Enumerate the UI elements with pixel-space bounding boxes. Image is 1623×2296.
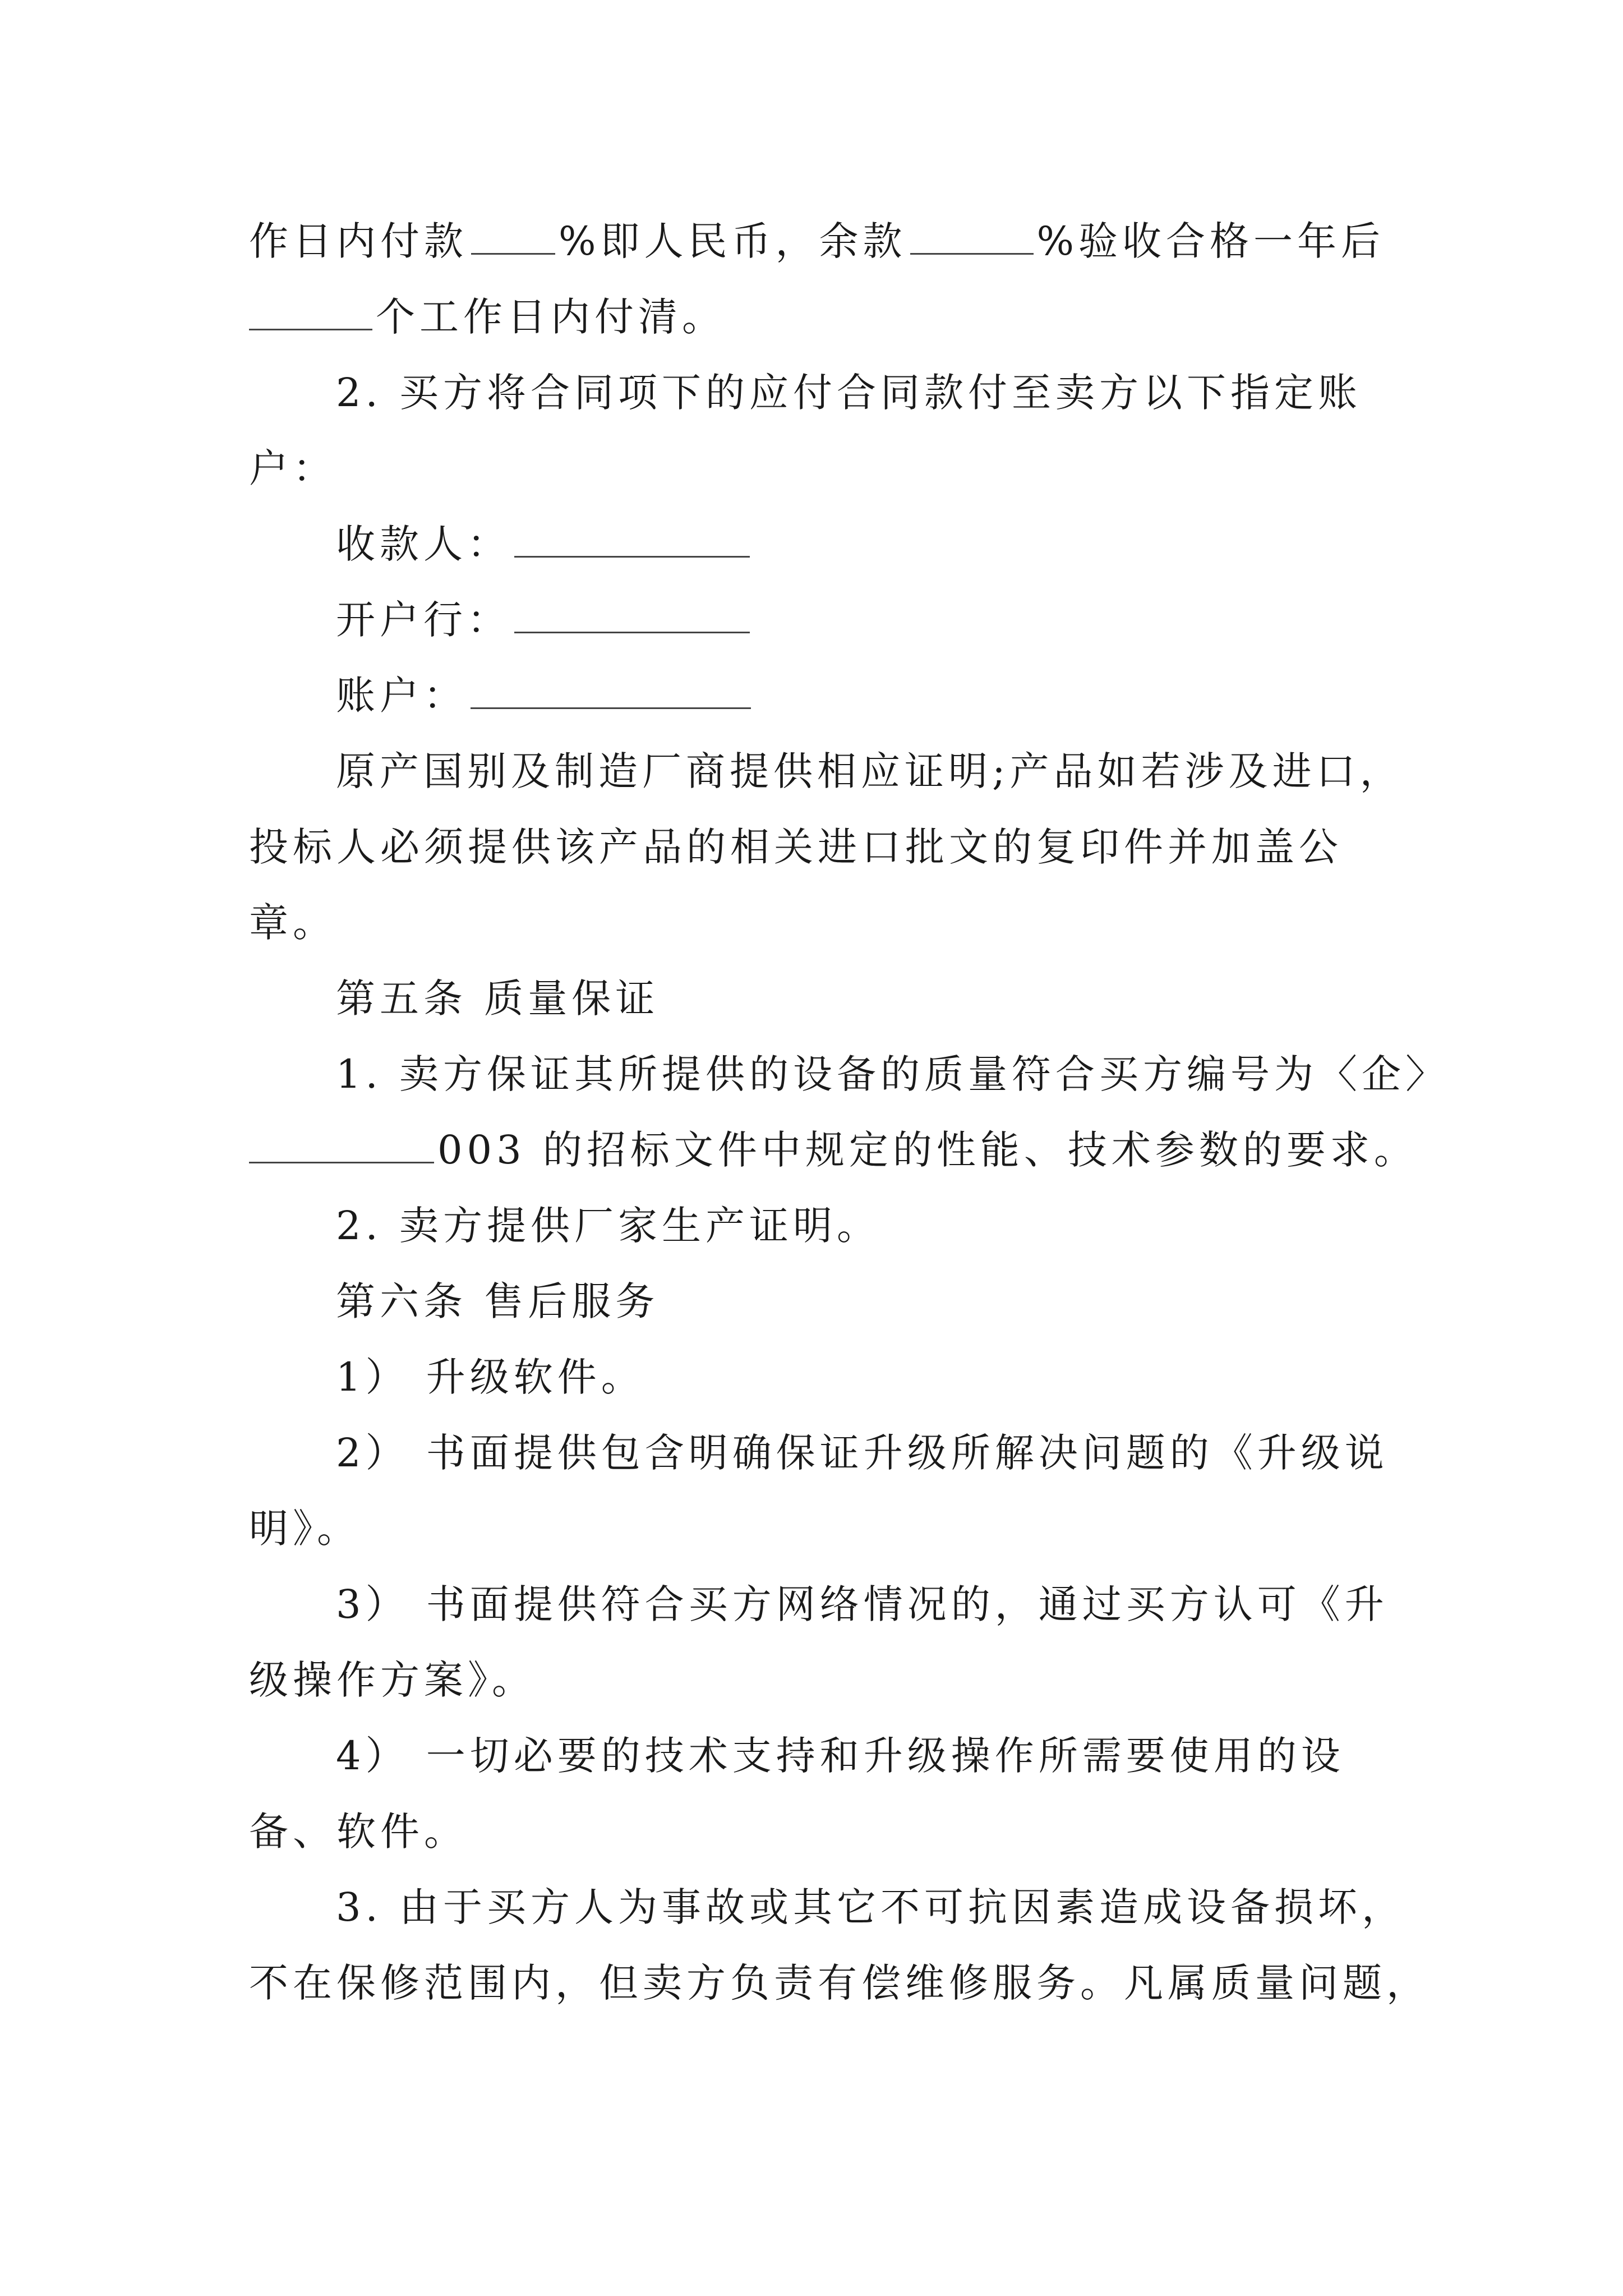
section-heading: 第六条 售后服务 xyxy=(336,1278,660,1324)
list-item: 4） 一切必要的技术支持和升级操作所需要使用的设 xyxy=(336,1733,1345,1779)
text-line: 1. 卖方保证其所提供的设备的质量符合买方编号为〈企〉 xyxy=(336,1051,1450,1097)
text-line: 2. 买方将合同项下的应付合同款付至卖方以下指定账 xyxy=(336,370,1362,416)
payee-label: 收款人： xyxy=(336,521,511,567)
blank-underline xyxy=(471,673,751,709)
blank-underline xyxy=(910,218,1034,255)
bank-label: 开户行： xyxy=(336,597,511,643)
blank-underline xyxy=(471,218,555,255)
text-line xyxy=(249,1119,1418,1181)
blank-underline xyxy=(249,294,372,330)
text-line: 明》。 xyxy=(249,1506,361,1552)
list-item: 2） 书面提供包含明确保证升级所解决问题的《升级说 xyxy=(336,1430,1389,1476)
blank-underline xyxy=(514,521,750,558)
list-item: 1） 升级软件。 xyxy=(336,1354,645,1400)
text-segment: %验收合格一年后 xyxy=(1036,218,1385,264)
text-line xyxy=(249,210,1385,272)
text-line: 投标人必须提供该产品的相关进口批文的复印件并加盖公 xyxy=(249,824,1343,870)
text-line: 级操作方案》。 xyxy=(249,1657,536,1703)
text-segment: 003 的招标文件中规定的性能、技术参数的要求。 xyxy=(437,1127,1418,1173)
payee-field xyxy=(336,513,753,575)
text-line: 3. 由于买方人为事故或其它不可抗因素造成设备损坏， xyxy=(336,1884,1406,1930)
account-label: 账户： xyxy=(336,673,467,719)
text-line: 2. 卖方提供厂家生产证明。 xyxy=(336,1203,881,1249)
text-line: 不在保修范围内，但卖方负责有偿维修服务。凡属质量问题， xyxy=(249,1960,1430,2006)
text-segment: 个工作日内付清。 xyxy=(376,294,726,340)
text-line: 章。 xyxy=(249,900,336,946)
text-line xyxy=(249,286,726,348)
text-segment: 作日内付款 xyxy=(249,218,468,264)
text-line: 户： xyxy=(249,445,336,491)
text-line: 备、软件。 xyxy=(249,1809,468,1855)
bank-field xyxy=(336,589,753,651)
list-item: 3） 书面提供符合买方网络情况的，通过买方认可《升 xyxy=(336,1581,1389,1627)
text-line: 原产国别及制造厂商提供相应证明;产品如若涉及进口， xyxy=(336,748,1404,794)
text-segment: %即人民币，余款 xyxy=(559,218,907,264)
blank-underline xyxy=(249,1127,434,1163)
blank-underline xyxy=(514,597,750,633)
account-field xyxy=(336,665,754,726)
section-heading: 第五条 质量保证 xyxy=(336,976,660,1022)
